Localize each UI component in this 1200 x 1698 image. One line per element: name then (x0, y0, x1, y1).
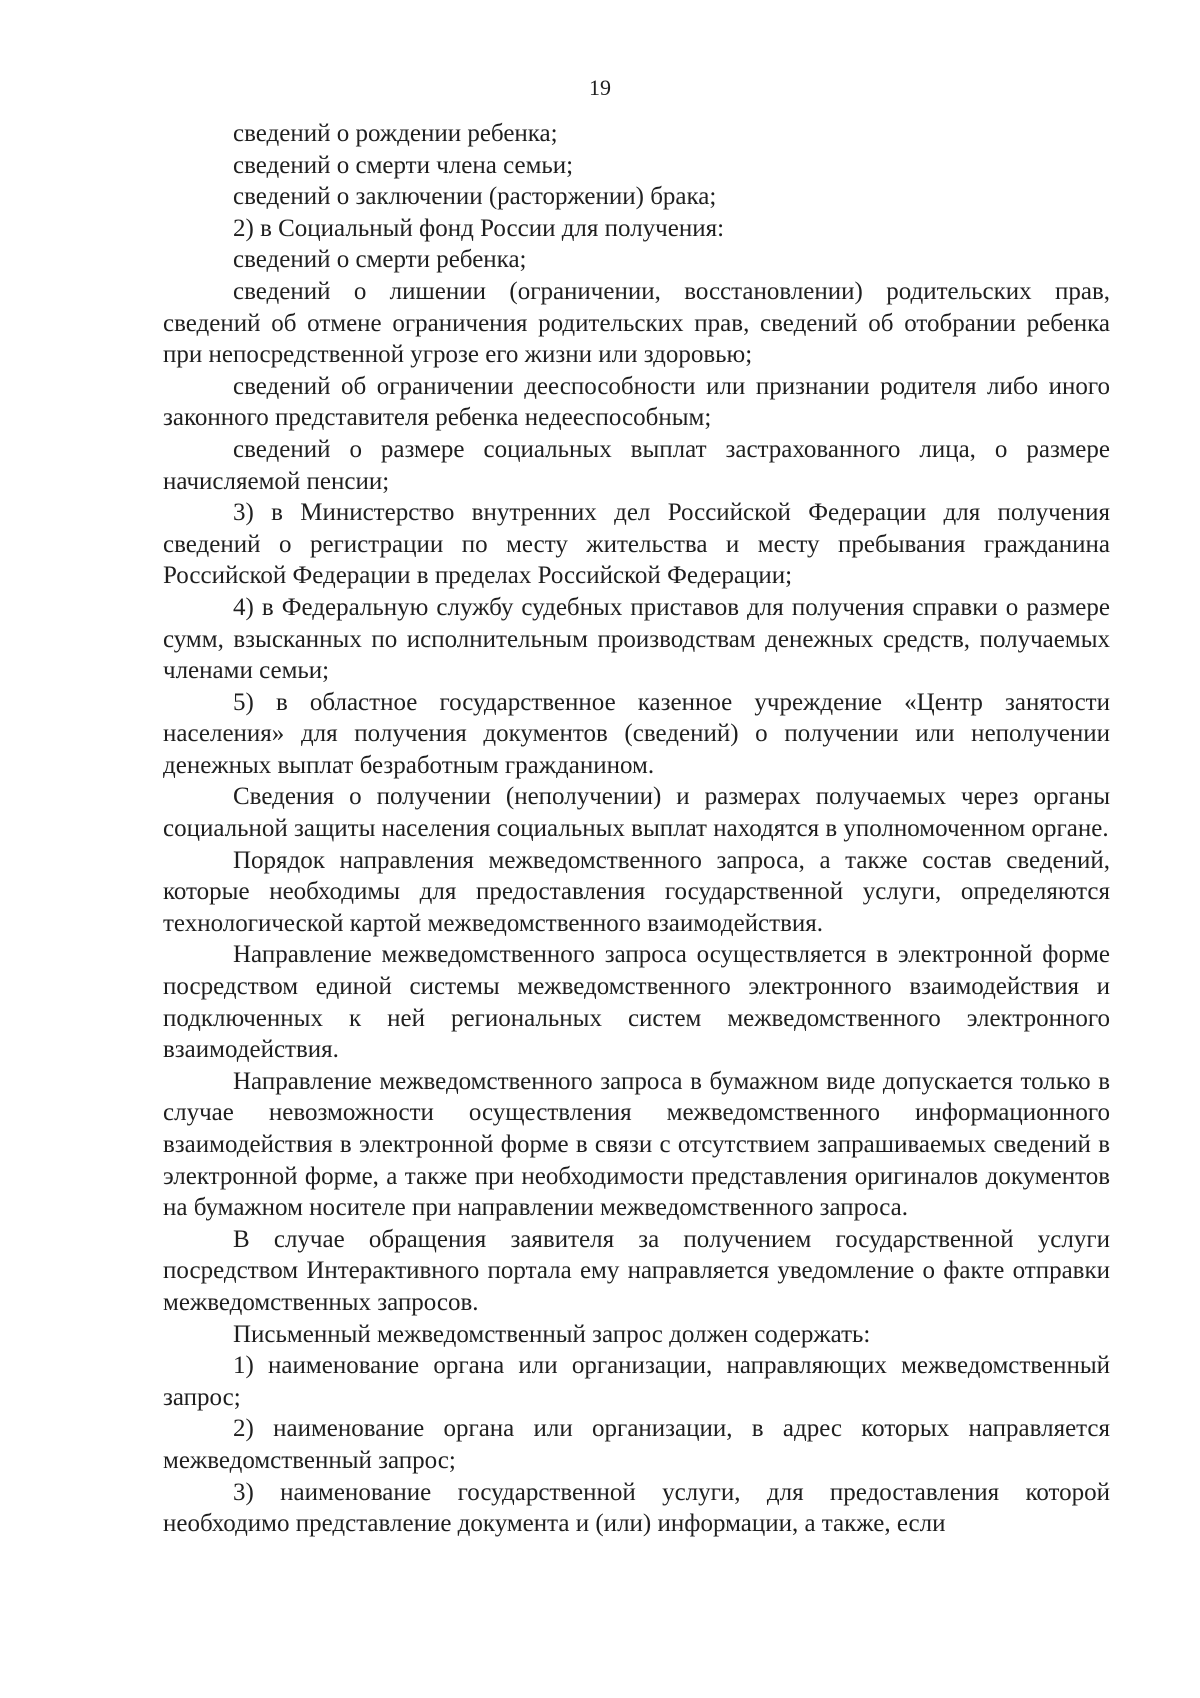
list-item-legal-capacity-info: сведений об ограничении дееспособности или признании родителя либо иного законного представителя ребенка недееспособным; (163, 372, 1110, 432)
list-item-marriage-info: сведений о заключении (расторжении) брака; (233, 183, 717, 211)
clause-5-employment-center: 5) в областное государственное казенное учреждение «Центр занятости населения» для получения документов (сведений) о получении или неполучении денежных выплат безработным гражданином. (163, 688, 1110, 779)
paragraph-electronic-request: Направление межведомственного запроса осуществляется в электронной форме посредством единой системы межведомственного электронного взаимодействия и подключенных к ней региональных систем межведомственного электронного взаимодействия. (163, 941, 1110, 1064)
list-item-social-payments-info: сведений о размере социальных выплат застрахованного лица, о размере начисляемой пенсии; (163, 435, 1110, 495)
paragraph-social-payments-location: Сведения о получении (неполучении) и размерах получаемых через органы социальной защиты населения социальных выплат находятся в уполномоченном органе. (163, 783, 1110, 843)
request-item-2-recipient: 2) наименование органа или организации, в адрес которых направляется межведомственный запрос; (163, 1415, 1110, 1474)
paragraph-request-procedure: Порядок направления межведомственного запроса, а также состав сведений, которые необходимы для предоставления государственной услуги, определяются технологической картой межведомственного взаимодействия. (163, 846, 1110, 937)
document-body (163, 118, 1110, 1540)
list-item-family-member-death-info: сведений о смерти члена семьи; (233, 151, 574, 179)
page-number: 19 (589, 75, 611, 100)
list-item-child-death-info: сведений о смерти ребенка; (233, 246, 527, 274)
list-item-birth-info: сведений о рождении ребенка; (233, 120, 558, 147)
request-item-3-service-name: 3) наименование государственной услуги, для предоставления которой необходимо представление документа и (или) информации, а также, если (163, 1478, 1110, 1538)
clause-3-interior-ministry: 3) в Министерство внутренних дел Российской Федерации для получения сведений о регистрации по месту жительства и месту пребывания гражданина Российской Федерации в пределах Российской Федерации; (163, 499, 1110, 590)
paragraph-written-request-contents: Письменный межведомственный запрос должен содержать: (233, 1320, 871, 1348)
clause-2-social-fund: 2) в Социальный фонд России для получения: (233, 214, 725, 242)
paragraph-paper-request: Направление межведомственного запроса в бумажном виде допускается только в случае невозможности осуществления межведомственного информационного взаимодействия в электронной форме в связи с отсутствием запрашиваемых сведений в электронной форме, а также при необходимости представления оригиналов документов на бумажном носителе при направлении межведомственного запроса. (163, 1067, 1110, 1222)
clause-4-bailiff-service: 4) в Федеральную службу судебных приставов для получения справки о размере сумм, взысканных по исполнительным производствам денежных средств, получаемых членами семьи; (163, 593, 1110, 685)
list-item-parental-rights-info: сведений о лишении (ограничении, восстановлении) родительских прав, сведений об отмене ограничения родительских прав, сведений об отобрании ребенка при непосредственной угрозе его жизни или здоровью; (163, 277, 1110, 369)
request-item-1-sender: 1) наименование органа или организации, направляющих межведомственный запрос; (163, 1352, 1110, 1411)
paragraph-portal-notification: В случае обращения заявителя за получением государственной услуги посредством Интерактивного портала ему направляется уведомление о факте отправки межведомственных запросов. (163, 1225, 1110, 1316)
